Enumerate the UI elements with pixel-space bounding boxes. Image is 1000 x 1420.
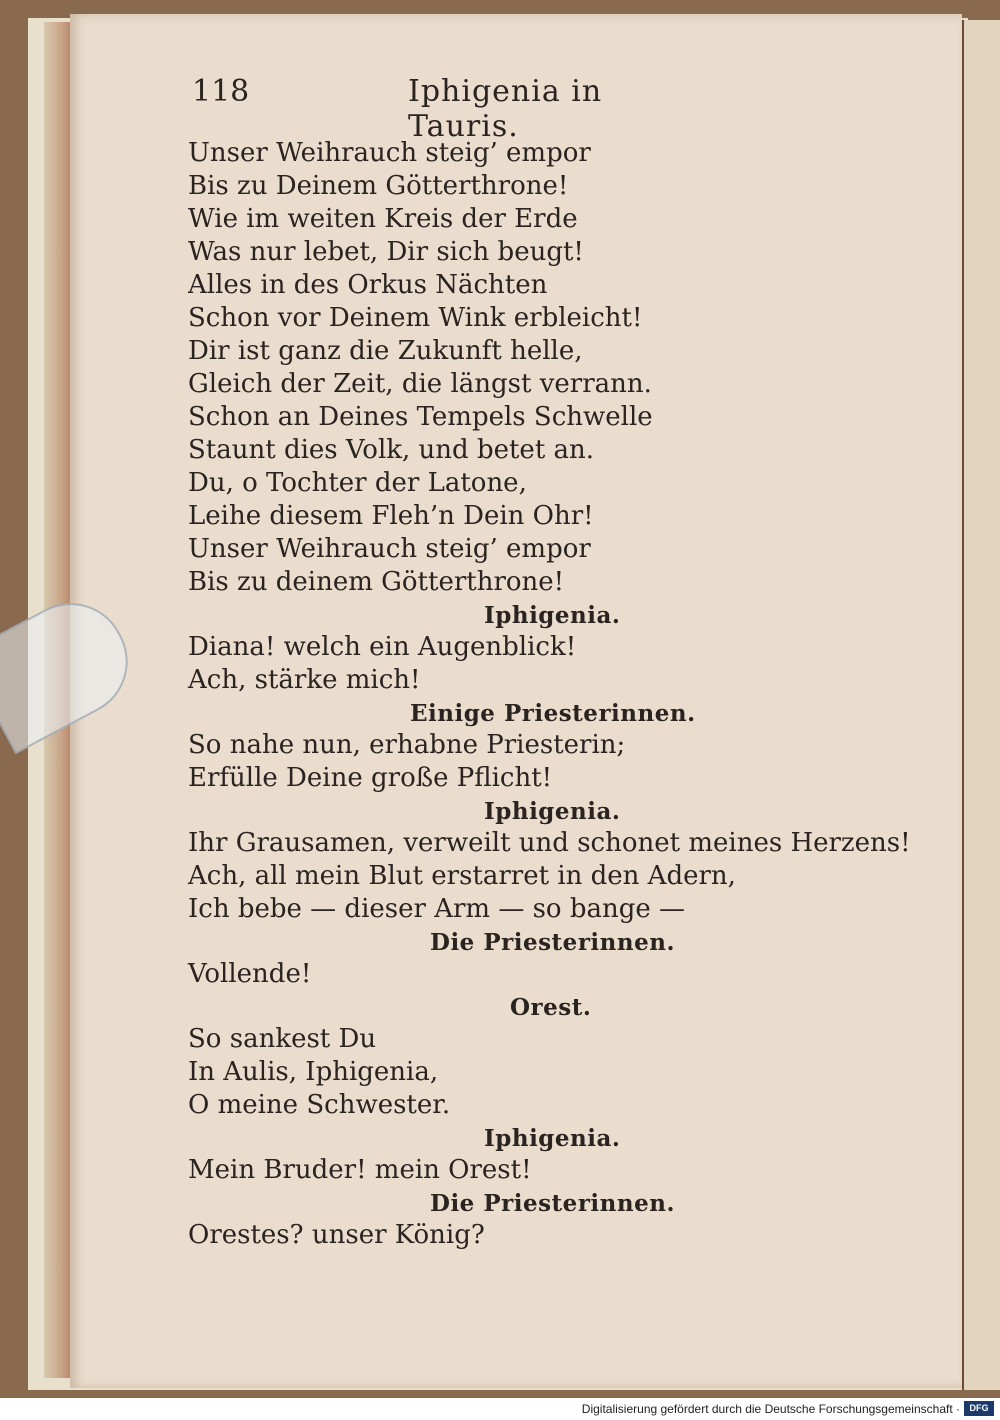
digitization-footer <box>0 1398 1000 1420</box>
verse-line: Bis zu deinem Götterthrone! <box>188 567 565 597</box>
dfg-logo-icon: DFG <box>964 1401 994 1416</box>
verse-line: So nahe nun, erhabne Priesterin; <box>188 730 626 760</box>
verse-line: Schon an Deines Tempels Schwelle <box>188 402 653 432</box>
speaker-heading: Die Priesterinnen. <box>430 1190 675 1217</box>
running-title: Iphigenia in Tauris. <box>408 74 603 144</box>
verse-line: Orestes? unser König? <box>188 1220 485 1250</box>
verse-line: Du, o Tochter der Latone, <box>188 468 527 498</box>
speaker-heading: Orest. <box>510 994 592 1021</box>
verse-line: Schon vor Deinem Wink erbleicht! <box>188 303 643 333</box>
verse-line: Vollende! <box>188 959 312 989</box>
speaker-heading: Iphigenia. <box>484 798 621 825</box>
page-number: 118 <box>192 74 250 109</box>
page-header <box>192 74 712 144</box>
verse-line: Diana! welch ein Augenblick! <box>188 632 577 662</box>
funding-credit: Digitalisierung gefördert durch die Deutsche Forschungsgemeinschaft · <box>581 1402 960 1416</box>
verse-line: Gleich der Zeit, die längst verrann. <box>188 369 652 399</box>
verse-line: Erfülle Deine große Pflicht! <box>188 763 553 793</box>
verse-line: Bis zu Deinem Götterthrone! <box>188 171 569 201</box>
verse-line: Staunt dies Volk, und betet an. <box>188 435 595 465</box>
verse-line: So sankest Du <box>188 1024 377 1054</box>
speaker-heading: Die Priesterinnen. <box>430 929 675 956</box>
verse-line: In Aulis, Iphigenia, <box>188 1057 439 1087</box>
verse-line: Ach, stärke mich! <box>188 665 421 695</box>
verse-line: Mein Bruder! mein Orest! <box>188 1155 532 1185</box>
verse-line: Dir ist ganz die Zukunft helle, <box>188 336 583 366</box>
verse-line: Ich bebe — dieser Arm — so bange — <box>188 894 686 924</box>
verse-line: Ach, all mein Blut erstarret in den Adern, <box>188 861 736 891</box>
verse-line: Alles in des Orkus Nächten <box>188 270 548 300</box>
verse-line: Unser Weihrauch steig’ empor <box>188 534 591 564</box>
speaker-heading: Einige Priesterinnen. <box>410 700 696 727</box>
verse-line: Leihe diesem Fleh’n Dein Ohr! <box>188 501 594 531</box>
speaker-heading: Iphigenia. <box>484 602 621 629</box>
verse-line: Wie im weiten Kreis der Erde <box>188 204 578 234</box>
next-page-sliver <box>962 20 1000 1390</box>
verse-line: Ihr Grausamen, verweilt und schonet meines Herzens! <box>188 828 911 858</box>
verse-line: O meine Schwester. <box>188 1090 451 1120</box>
speaker-heading: Iphigenia. <box>484 1125 621 1152</box>
verse-line: Was nur lebet, Dir sich beugt! <box>188 237 584 267</box>
verse-line: Unser Weihrauch steig’ empor <box>188 138 591 168</box>
